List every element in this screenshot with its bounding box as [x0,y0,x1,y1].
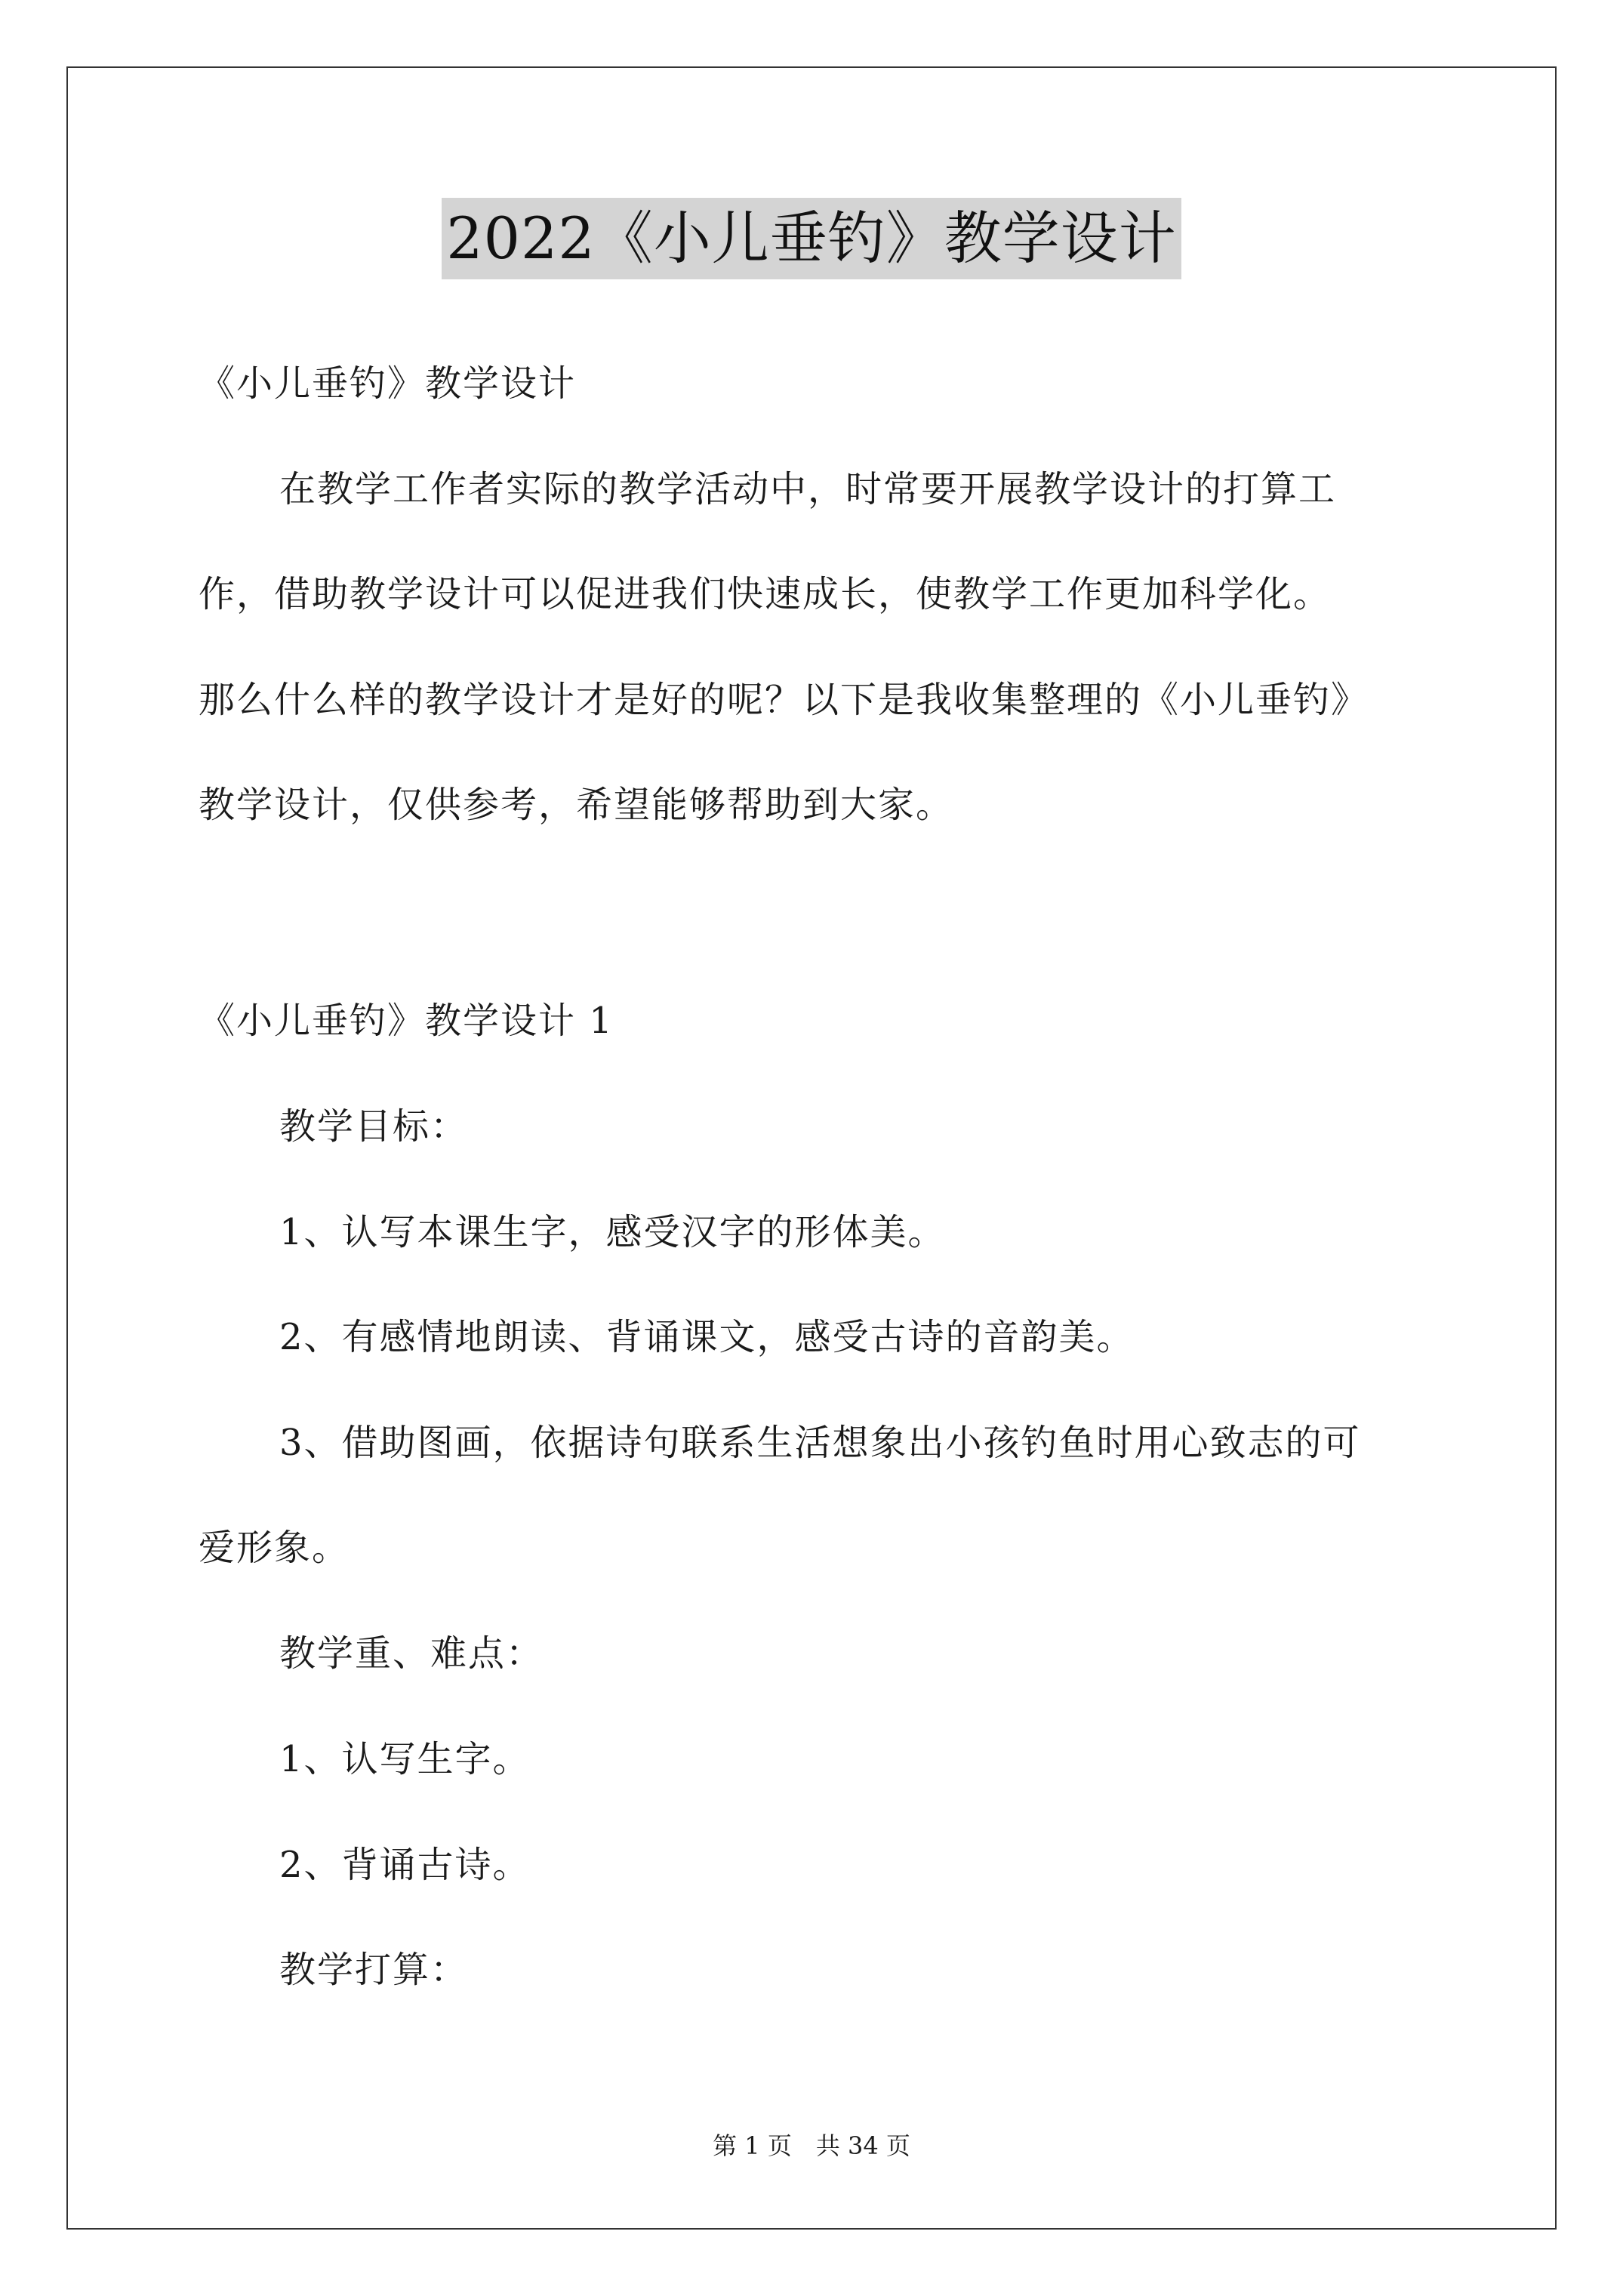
paragraph-line: 教学重、难点： [279,1632,544,1675]
paragraph-line: 3、借助图画，依据诗句联系生活想象出小孩钓鱼时用心致志的可 [279,1422,1361,1464]
paragraph-line: 1、认写本课生字，感受汉字的形体美。 [279,1211,946,1253]
document-title: 2022《小儿垂钓》教学设计 [442,198,1181,279]
paragraph-line: 爱形象。 [199,1527,350,1569]
paragraph-line: 教学打算： [279,1949,469,1991]
paragraph-line: 那么什么样的教学设计才是好的呢？以下是我收集整理的《小儿垂钓》 [199,679,1369,721]
title-container [0,198,1623,279]
paragraph-line: 教学目标： [279,1105,469,1148]
paragraph-line: 作，借助教学设计可以促进我们快速成长，使教学工作更加科学化。 [199,573,1332,615]
page-footer: 第 1 页 共 34 页 [713,2131,910,2160]
paragraph-line: 2、有感情地朗读、背诵课文，感受古诗的音韵美。 [279,1316,1135,1358]
paragraph-line: 在教学工作者实际的教学活动中，时常要开展教学设计的打算工 [279,468,1337,510]
paragraph-line: 2、背诵古诗。 [279,1844,531,1886]
paragraph-line: 1、认写生字。 [279,1738,531,1780]
subtitle-line: 《小儿垂钓》教学设计 [199,362,577,405]
paragraph-line: 教学设计，仅供参考，希望能够帮助到大家。 [199,784,954,826]
section-heading: 《小儿垂钓》教学设计 1 [199,1000,614,1042]
